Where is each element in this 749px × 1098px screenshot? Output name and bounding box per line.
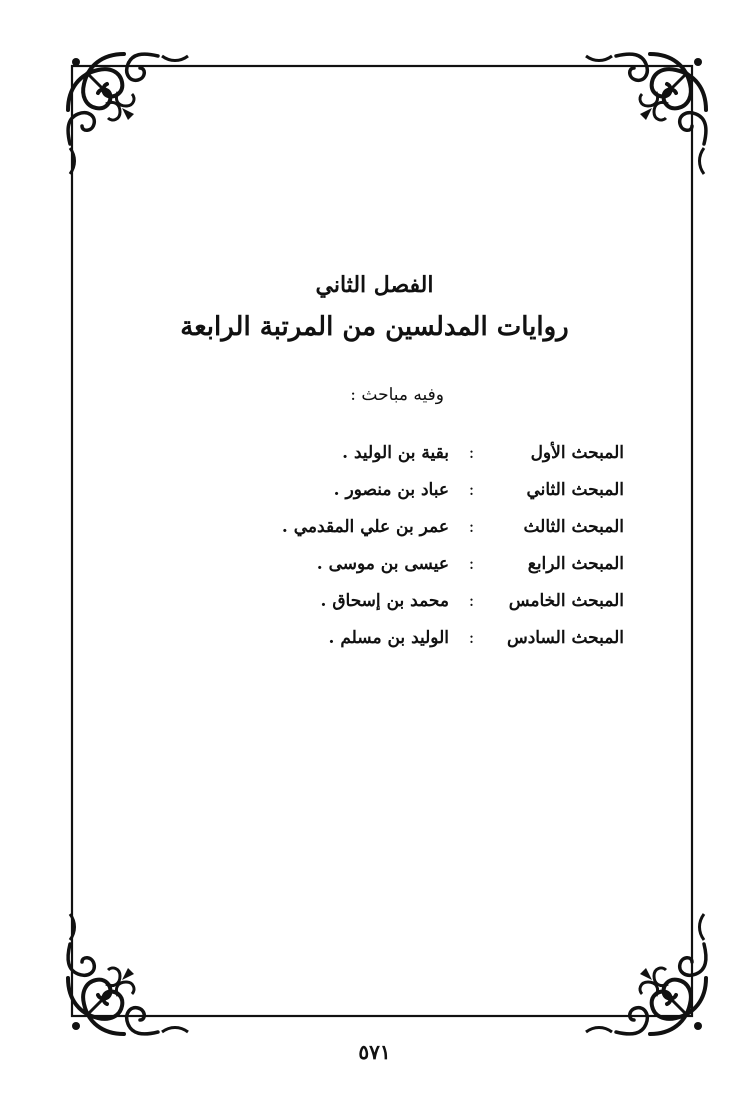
list-item (224, 508, 624, 545)
section-value: بقية بن الوليد . (342, 442, 449, 463)
intro-text: وفيه مباحث : (350, 385, 444, 405)
section-label: المبحث الرابع (527, 553, 624, 574)
list-item (224, 582, 624, 619)
separator: : (468, 553, 475, 574)
section-value: عيسى بن موسى . (316, 553, 449, 574)
list-item (224, 619, 624, 656)
section-label: المبحث الثاني (526, 479, 624, 500)
section-value: محمد بن إسحاق . (320, 590, 449, 611)
chapter-title: روايات المدلسين من المرتبة الرابعة (180, 312, 569, 342)
section-label: المبحث الخامس (508, 590, 624, 611)
section-label: المبحث الثالث (523, 516, 624, 537)
separator: : (468, 479, 475, 500)
section-label: المبحث السادس (506, 627, 624, 648)
list-item (224, 434, 624, 471)
list-item (224, 545, 624, 582)
chapter-heading: الفصل الثاني (315, 272, 434, 298)
separator: : (468, 516, 475, 537)
separator: : (468, 627, 475, 648)
sections-list (224, 434, 624, 656)
section-value: الوليد بن مسلم . (328, 627, 449, 648)
list-item (224, 471, 624, 508)
section-value: عباد بن منصور . (333, 479, 449, 500)
separator: : (468, 590, 475, 611)
section-value: عمر بن علي المقدمي . (281, 516, 449, 537)
page-number: ٥٧١ (358, 1040, 391, 1064)
separator: : (468, 442, 475, 463)
section-label: المبحث الأول (530, 442, 624, 463)
